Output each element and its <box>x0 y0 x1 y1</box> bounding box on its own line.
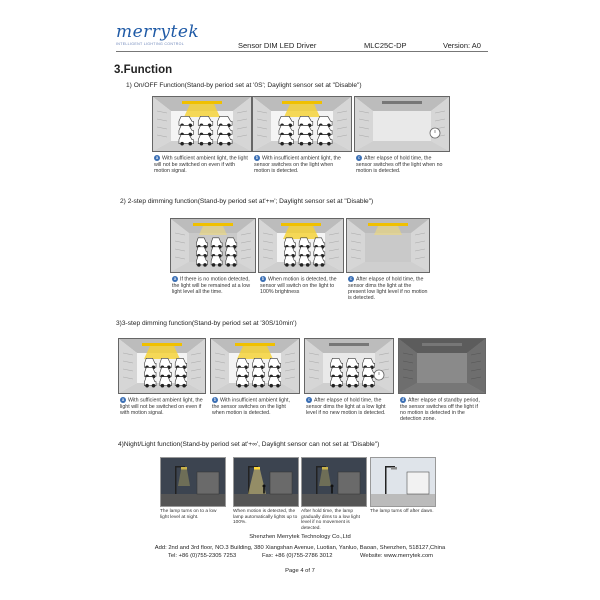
scene-image <box>118 338 206 394</box>
scene-caption <box>400 397 484 422</box>
night-scene-image <box>233 457 299 507</box>
model-number: MLC25C-DP <box>364 41 407 50</box>
scene-caption <box>306 397 392 416</box>
footer-tel: Tel: +86 (0)755-2305 7253 <box>168 553 237 559</box>
scene-caption <box>154 155 250 174</box>
caption-text: With sufficient ambient light, the light will not be switched on even if with motion signal. <box>120 397 203 416</box>
night-caption: The lamp turns off after dawn. <box>370 509 434 514</box>
caption-text: After elapse of hold time, the sensor dims the light at a low light level if no new motion is detected. <box>306 397 386 416</box>
caption-text: When motion is detected, the sensor will switch on the light to 100% brightness <box>260 276 337 295</box>
scene-image <box>354 96 450 152</box>
page-number: Page 4 of 7 <box>285 568 315 574</box>
scene-image <box>170 218 256 273</box>
caption-text: With insufficient ambient light, the sensor switches on the light when motion is detected. <box>254 155 341 174</box>
step-number-icon: a <box>121 397 125 402</box>
scene-image <box>210 338 300 394</box>
footer-website: Website: www.merrytek.com <box>360 553 434 559</box>
night-scene-image <box>160 457 226 507</box>
caption-text: If there is no motion detected, the light will be remained at a low light level all the time. <box>172 276 251 295</box>
header-divider <box>116 51 488 52</box>
caption-text: After elapse of hold time, the sensor dims the light at the present low light level if no motion is detected. <box>348 276 428 301</box>
scene-caption <box>172 276 254 295</box>
company-logo: merrytek <box>116 22 200 42</box>
night-caption: The lamp turns on to a low light level at night. <box>160 509 217 520</box>
scene-image <box>152 96 252 152</box>
scene-caption <box>356 155 448 174</box>
scene-image <box>398 338 486 394</box>
scene-caption <box>120 397 204 416</box>
step-number-icon: d <box>401 397 405 402</box>
scene-image <box>346 218 430 273</box>
step-number-icon: c <box>357 155 361 160</box>
caption-text: After elapse of standby period, the sensor switches off the light if no motion is detected in the detection zone. <box>400 397 480 422</box>
step-number-icon: c <box>307 397 311 402</box>
step-number-icon: b <box>261 276 265 281</box>
scene-image <box>258 218 344 273</box>
night-caption: After hold time, the lamp gradually dims to a low light level if no movement is detected. <box>301 509 360 531</box>
version: Version: A0 <box>443 41 481 50</box>
scene-caption <box>348 276 428 301</box>
function-3-title: 3)3-step dimming function(Stand-by period set at '30S/10min') <box>116 320 297 327</box>
caption-text: After elapse of hold time, the sensor switches off the light when no motion is detected. <box>356 155 443 174</box>
footer-address: Add: 2nd and 3rd floor, NO.3 Building, 380 Xiangshan Avenue, Luotian, Yanluo, Baoan, Shenzhen, 518127,China <box>154 545 446 551</box>
scene-caption <box>212 397 298 416</box>
step-number-icon: c <box>349 276 353 281</box>
step-number-icon: a <box>155 155 159 160</box>
function-2-title: 2) 2-step dimming function(Stand-by period set at'+∞'; Daylight sensor set at "Disable") <box>120 198 374 205</box>
step-number-icon: a <box>173 276 177 281</box>
caption-text: With sufficient ambient light, the light will not be switched on even if with motion signal. <box>154 155 248 174</box>
section-title: 3.Function <box>114 64 173 76</box>
caption-text: With insufficient ambient light, the sensor switches on the light when motion is detected. <box>212 397 290 416</box>
function-4-title: 4)Night/Light function(Stand-by period set at'+∞', Daylight sensor can not set at "Disable") <box>118 441 380 448</box>
night-scene-image <box>370 457 436 507</box>
step-number-icon: b <box>213 397 217 402</box>
scene-caption <box>260 276 342 295</box>
night-scene-image <box>301 457 367 507</box>
function-1-title: 1) On/OFF Function(Stand-by period set at '0S'; Daylight sensor set at "Disable") <box>126 82 362 89</box>
scene-image <box>304 338 394 394</box>
scene-image <box>252 96 352 152</box>
night-caption: When motion is detected, the lamp automatically lights up to 100%. <box>233 509 298 526</box>
footer-company: Shenzhen Merrytek Technology Co.,Ltd <box>249 534 351 540</box>
footer-fax: Fax: +86 (0)755-2786 3012 <box>262 553 333 559</box>
logo-subtitle: INTELLIGENT LIGHTING CONTROL <box>116 42 185 46</box>
scene-caption <box>254 155 350 174</box>
step-number-icon: b <box>255 155 259 160</box>
doc-title: Sensor DIM LED Driver <box>238 41 317 50</box>
